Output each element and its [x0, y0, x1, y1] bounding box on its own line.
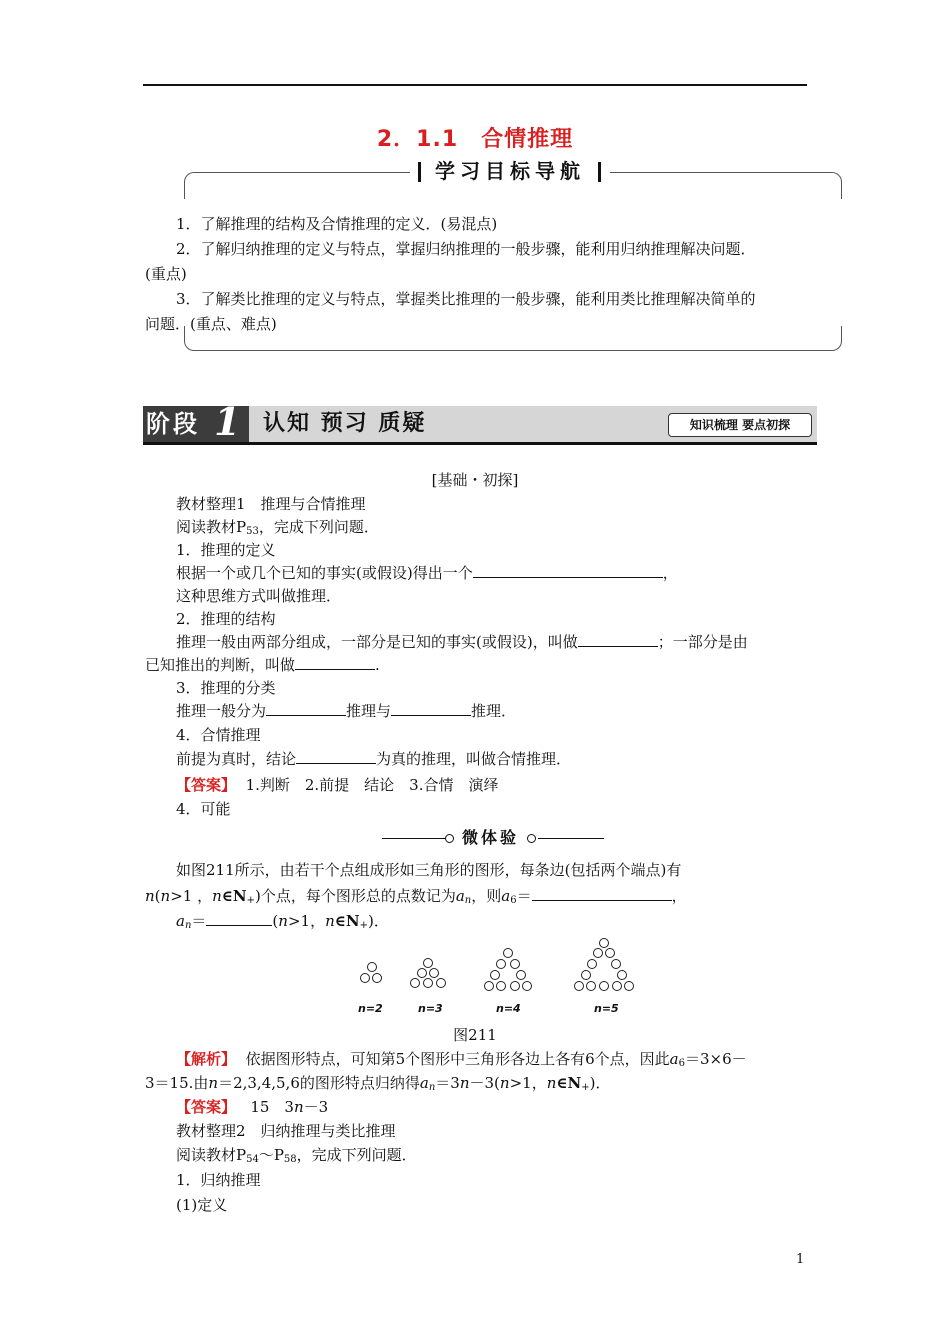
dot — [503, 948, 513, 958]
answer-blank[interactable] — [296, 748, 376, 764]
figure-label-n3: n=3 — [418, 1002, 443, 1015]
dot — [587, 959, 597, 969]
section-2-item-1: 1．归纳推理 — [176, 1171, 261, 1189]
figure-label-n2: n=2 — [358, 1002, 383, 1015]
dot — [586, 981, 596, 991]
question-line-2: n(n>1 ，$n\in N_+$)个点，每个图形总的点数记为$a_n$，则$a_6=$ ， — [145, 887, 687, 906]
section-2-read: 阅读教材$P_{54}\sim P_{58}$，完成下列问题． — [176, 1146, 417, 1165]
plausible-heading: 4．合情推理 — [176, 726, 261, 744]
micro-title: 微体验 — [462, 828, 520, 847]
answer-blank[interactable] — [295, 654, 375, 670]
answer-2: 【答案】 15 3n－3 — [176, 1098, 329, 1116]
analysis-line-2: 3＝15.由n＝2,3,4,5,6的图形特点归纳得$a_n=3n-3(n>1$，$n\in N_+$)． — [145, 1074, 611, 1093]
goal-2-cont: (重点) — [145, 265, 187, 283]
answer-blank[interactable] — [578, 631, 658, 647]
structure-line-1: 推理一般由两部分组成，一部分是已知的事实(或假设)，叫做 ；一部分是由 — [176, 633, 748, 651]
dot — [612, 981, 622, 991]
dot — [574, 981, 584, 991]
dot — [417, 968, 427, 978]
micro-rule-right — [538, 838, 604, 839]
top-rule — [143, 84, 807, 86]
dot — [490, 970, 500, 980]
dot — [522, 981, 532, 991]
dot — [372, 973, 382, 983]
micro-rule-left — [382, 838, 446, 839]
micro-rule-right-dot — [527, 834, 536, 843]
question-line-1: 如图211所示，由若干个点组成形如三角形的图形，每条边(包括两个端点)有 — [176, 861, 682, 879]
triangle-n3 — [410, 958, 446, 994]
answer-blank[interactable] — [532, 885, 672, 901]
dot — [611, 959, 621, 969]
dot — [599, 938, 609, 948]
triangle-n4 — [484, 948, 530, 994]
question-line-3: $a_n= (n>1$，$n\in N_+$)． — [176, 912, 389, 931]
dot — [617, 970, 627, 980]
dot — [423, 978, 433, 988]
nav-header-right-bar — [598, 162, 601, 182]
figure-caption: 图211 — [453, 1026, 497, 1044]
definition-line-2: 这种思维方式叫做推理． — [176, 587, 342, 605]
triangle-n2 — [360, 962, 384, 988]
dot — [605, 948, 615, 958]
dot — [599, 981, 609, 991]
analysis-line-1: 【解析】 依据图形特点，可知第5个图形中三角形各边上各有6个点，因此$a_6=3\times 6-$ — [176, 1050, 747, 1069]
dot — [593, 948, 603, 958]
goal-2: 2．了解归纳推理的定义与特点，掌握归纳推理的一般步骤，能利用归纳推理解决问题． — [176, 240, 756, 258]
dot — [410, 978, 420, 988]
dot — [510, 959, 520, 969]
dot — [360, 973, 370, 983]
triangle-n5 — [574, 938, 634, 994]
answer-blank[interactable] — [391, 700, 471, 716]
stage-number: 1 — [214, 399, 241, 444]
structure-heading: 2．推理的结构 — [176, 610, 276, 628]
section-1-read: 阅读教材$P_{53}$，完成下列问题． — [176, 518, 379, 537]
stage-title: 认知 预习 质疑 — [263, 411, 427, 436]
definition-heading: 1．推理的定义 — [176, 541, 276, 559]
goal-1: 1．了解推理的结构及合情推理的定义．(易混点) — [176, 215, 498, 233]
page-title: 2．1.1 合情推理 — [376, 127, 574, 152]
page-number: 1 — [796, 1252, 805, 1267]
dot — [496, 981, 506, 991]
section-1-heading: 教材整理1 推理与合情推理 — [176, 495, 366, 513]
nav-header: 学习目标导航 — [435, 159, 585, 183]
definition-line-1: 根据一个或几个已知的事实(或假设)得出一个 ， — [176, 564, 678, 582]
dot — [423, 958, 433, 968]
dot — [516, 970, 526, 980]
section-2-item-1-sub: (1)定义 — [176, 1196, 228, 1214]
dot — [510, 981, 520, 991]
dot — [436, 978, 446, 988]
dot-triangle-figure — [340, 936, 640, 1022]
answer-blank[interactable] — [266, 700, 346, 716]
micro-rule-left-dot — [445, 834, 454, 843]
goal-box-bottom-border — [184, 326, 842, 351]
answer-1-cont: 4．可能 — [176, 800, 231, 818]
dot — [367, 962, 377, 972]
figure-label-n4: n=4 — [496, 1002, 521, 1015]
section-2-heading: 教材整理2 归纳推理与类比推理 — [176, 1122, 396, 1140]
structure-line-2: 已知推出的判断，叫做 . — [145, 656, 380, 674]
dot — [581, 970, 591, 980]
classification-line: 推理一般分为 推理与 推理． — [176, 702, 517, 720]
stage-tag: 知识梳理 要点初探 — [668, 413, 812, 437]
stage-label: 阶段 — [146, 410, 200, 438]
answer-blank[interactable] — [206, 910, 272, 926]
figure-label-n5: n=5 — [594, 1002, 619, 1015]
goal-3: 3．了解类比推理的定义与特点，掌握类比推理的一般步骤，能利用类比推理解决简单的 — [176, 290, 756, 308]
dot — [484, 981, 494, 991]
dot — [624, 981, 634, 991]
classification-heading: 3．推理的分类 — [176, 679, 276, 697]
dot — [496, 959, 506, 969]
plausible-line: 前提为真时，结论 为真的推理，叫做合情推理． — [176, 750, 572, 768]
dot — [429, 968, 439, 978]
answer-1: 【答案】 1.判断 2.前提 结论 3.合情 演绎 — [176, 776, 499, 794]
answer-blank[interactable] — [473, 562, 663, 578]
section-tag: [基础・初探] — [431, 471, 519, 489]
goal-3-cont: 问题．(重点、难点) — [145, 315, 277, 333]
